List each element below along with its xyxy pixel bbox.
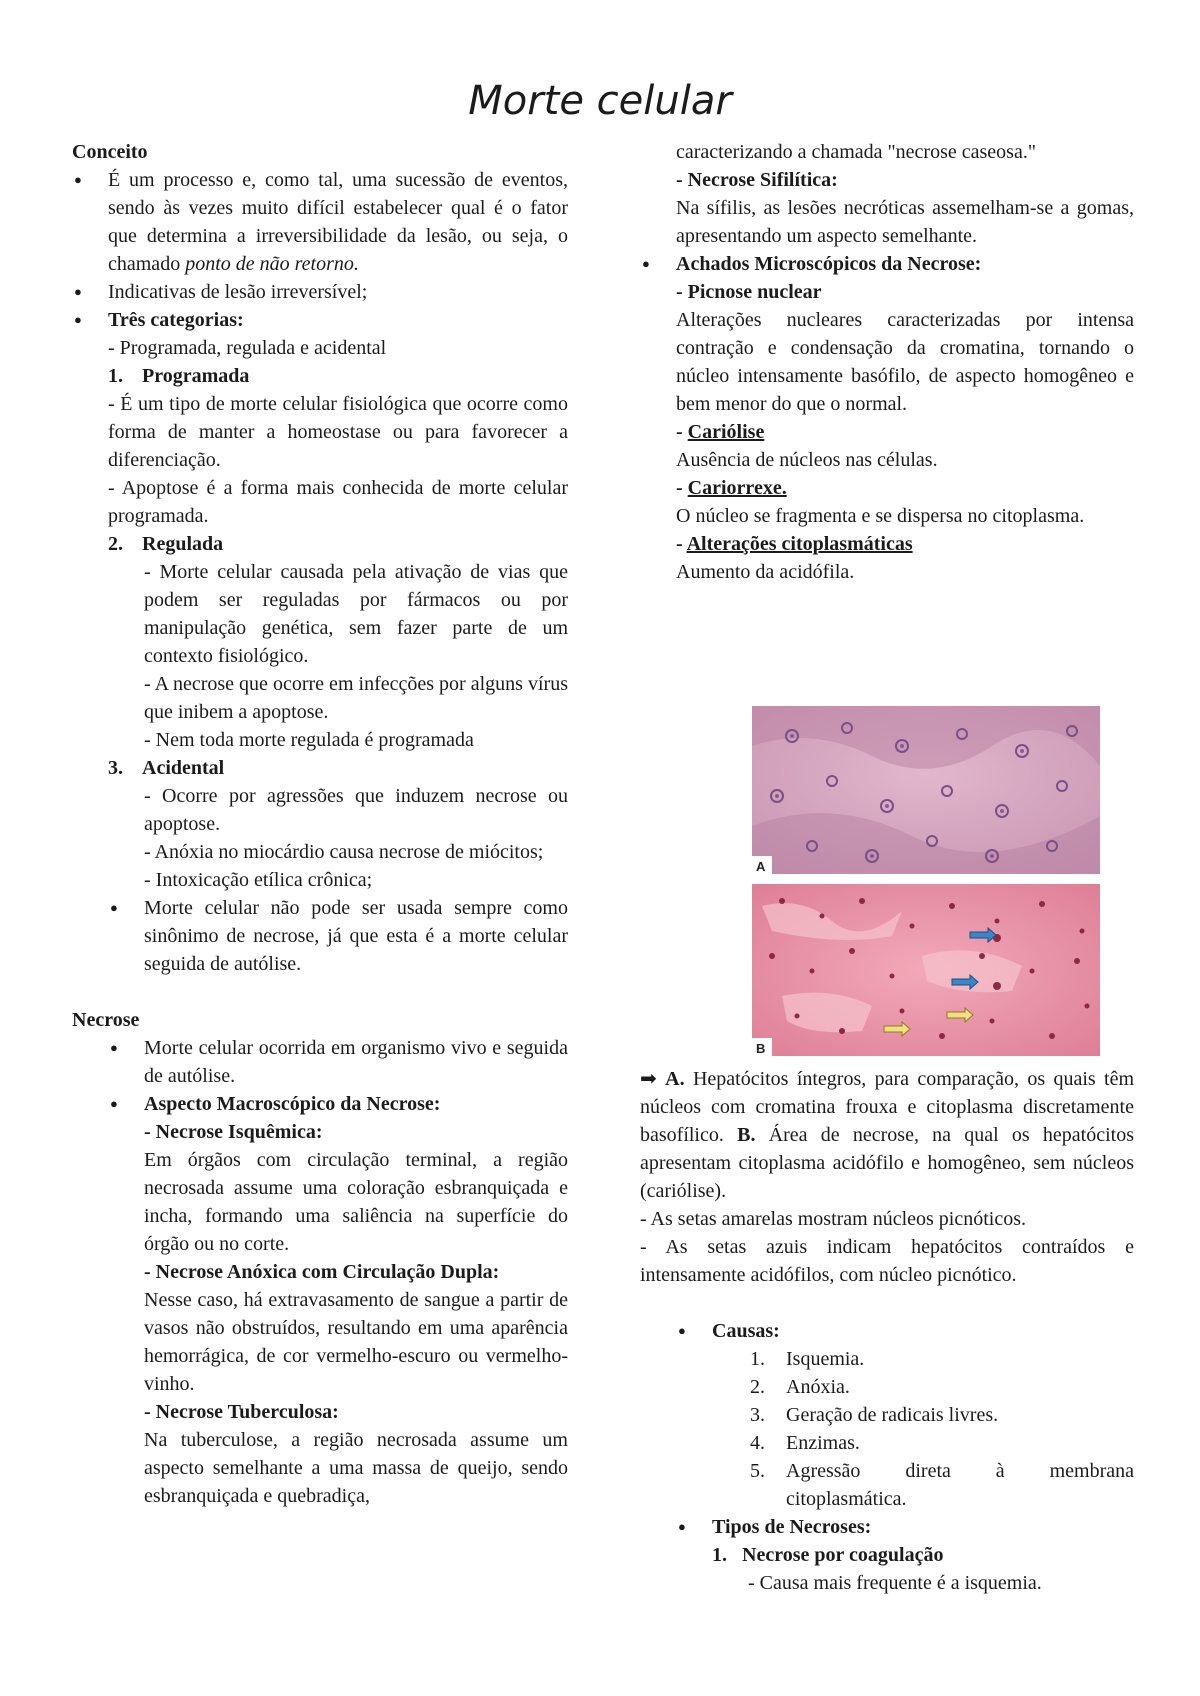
caption-b-label: B.: [737, 1124, 756, 1146]
tuberculosa-title: - Necrose Tuberculosa:: [144, 1401, 339, 1423]
micro-title: ● Achados Microscópicos da Necrose:: [640, 250, 1134, 278]
caption-yellow: - As setas amarelas mostram núcleos picnóticos.: [640, 1208, 1027, 1230]
acidental-title: Acidental: [142, 757, 225, 779]
cariolise-heading: [640, 418, 1134, 446]
tipos-title: ● Tipos de Necroses:: [676, 1513, 1134, 1541]
arrow-icon: ➡: [640, 1066, 657, 1090]
regulada-title: Regulada: [142, 533, 224, 555]
causa-text: Agressão direta à membrana citoplasmática.: [786, 1460, 1134, 1510]
panel-b: [752, 884, 1100, 1056]
caseosa-text: caracterizando a chamada "necrose caseosa.": [676, 141, 1036, 163]
programada-heading: [72, 362, 568, 390]
panel-a: [752, 706, 1100, 874]
histology-figure: [752, 706, 1100, 1056]
caption-b-text: Área de necrose, na qual os hepatócitos apresentam citoplasma acidófilo e homogêneo, sem núcleos (cariólise).: [640, 1124, 1135, 1202]
conceito-bullet-1: [72, 166, 568, 278]
regulada-text-1: - Morte celular causada pela ativação de vias que podem ser reguladas por fármacos ou por manipulação genética, sem fazer parte de um contexto fisiológico.: [144, 561, 568, 667]
regulada-text-2: - A necrose que ocorre em infecções por alguns vírus que inibem a apoptose.: [144, 673, 568, 723]
programada-text-1: - É um tipo de morte celular fisiológica que ocorre como forma de manter a homeostase ou para favorecer a diferenciação.: [108, 393, 568, 471]
regulada-text-3: - Nem toda morte regulada é programada: [144, 729, 474, 751]
cariolise-text: Ausência de núcleos nas células.: [676, 449, 938, 471]
macro-title: ● Aspecto Macroscópico da Necrose:: [108, 1090, 568, 1118]
coagulacao-text: - Causa mais frequente é a isquemia.: [748, 1572, 1042, 1594]
categorias-line: - Programada, regulada e acidental: [108, 337, 387, 359]
necrose-heading: Necrose: [72, 1009, 140, 1031]
citoplasma-prefix: -: [676, 533, 687, 555]
sifilitica-text: Na sífilis, as lesões necróticas assemelham-se a gomas, apresentando um aspecto semelhante.: [676, 197, 1134, 247]
list-item: [640, 1457, 1134, 1513]
picnose-title: - Picnose nuclear: [676, 281, 822, 303]
causa-number: 5.: [750, 1460, 765, 1482]
ponto-nao-retorno: ponto de não retorno.: [185, 253, 359, 275]
causa-number: 3.: [750, 1404, 765, 1426]
conceito-bullet-3: ● Três categorias:: [72, 306, 568, 334]
list-item: [640, 1373, 1134, 1401]
page-title: Morte celular: [468, 78, 732, 124]
caption-blue: - As setas azuis indicam hepatócitos contraídos e intensamente acidófilos, com núcleo picnótico.: [640, 1236, 1134, 1286]
acidental-number: 3.: [108, 757, 123, 779]
cariolise-title: Cariólise: [687, 421, 765, 443]
programada-title: Programada: [142, 365, 250, 387]
sifilitica-title: - Necrose Sifilítica:: [676, 169, 838, 191]
causa-text: Geração de radicais livres.: [786, 1404, 999, 1426]
cariorrexe-prefix: -: [676, 477, 688, 499]
conceito-heading: Conceito: [72, 141, 148, 163]
figure-caption: [640, 1064, 1134, 1205]
acidental-text-3: - Intoxicação etílica crônica;: [144, 869, 373, 891]
isquemica-title: - Necrose Isquêmica:: [144, 1121, 323, 1143]
panel-a-label: A: [756, 859, 766, 874]
list-item: [640, 1345, 1134, 1373]
causa-text: Isquemia.: [786, 1348, 865, 1370]
coagulacao-heading: [640, 1541, 1134, 1569]
causa-number: 4.: [750, 1432, 765, 1454]
cariorrexe-text: O núcleo se fragmenta e se dispersa no citoplasma.: [676, 505, 1085, 527]
citoplasma-heading: [640, 530, 1134, 558]
panel-b-label: B: [756, 1041, 766, 1056]
right-column: [640, 138, 1134, 586]
tuberculosa-text: Na tuberculose, a região necrosada assume um aspecto semelhante a uma massa de queijo, sendo esbranquiçada e quebradiça,: [144, 1429, 568, 1507]
citoplasma-title: Alterações citoplasmáticas: [686, 533, 913, 555]
regulada-number: 2.: [108, 533, 123, 555]
cariorrexe-heading: [640, 474, 1134, 502]
causa-text: Anóxia.: [786, 1376, 850, 1398]
causa-number: 2.: [750, 1376, 765, 1398]
coagulacao-title: Necrose por coagulação: [742, 1544, 944, 1566]
regulada-heading: [72, 530, 568, 558]
caption-a-label: A.: [665, 1068, 685, 1090]
citoplasma-text: Aumento da acidófila.: [676, 561, 855, 583]
final-bullet: ● Morte celular não pode ser usada sempre como sinônimo de necrose, já que esta é a morte celular seguida de autólise.: [108, 894, 568, 978]
cariorrexe-title: Cariorrexe.: [687, 477, 787, 499]
acidental-text-2: - Anóxia no miocárdio causa necrose de miócitos;: [144, 841, 544, 863]
cariolise-prefix: -: [676, 421, 688, 443]
right-lower-column: [640, 1064, 1134, 1597]
acidental-heading: [72, 754, 568, 782]
causa-text: Enzimas.: [786, 1432, 860, 1454]
acidental-text-1: - Ocorre por agressões que induzem necrose ou apoptose.: [144, 785, 568, 835]
left-column: [72, 138, 568, 1510]
necrose-bullet-1: ● Morte celular ocorrida em organismo vivo e seguida de autólise.: [108, 1034, 568, 1090]
causas-title: ● Causas:: [676, 1317, 1134, 1345]
list-item: [640, 1429, 1134, 1457]
conceito-bullet-2: ● Indicativas de lesão irreversível;: [72, 278, 568, 306]
caption-a-text: Hepatócitos íntegros, para comparação, os quais têm núcleos com cromatina frouxa e citoplasma discretamente basofílico.: [640, 1068, 1135, 1146]
causa-number: 1.: [750, 1348, 765, 1370]
programada-number: 1.: [108, 365, 123, 387]
isquemica-text: Em órgãos com circulação terminal, a região necrosada assume uma coloração esbranquiçada e incha, formando uma saliência na superfície do órgão ou no corte.: [144, 1149, 568, 1255]
programada-text-2: - Apoptose é a forma mais conhecida de morte celular programada.: [108, 477, 568, 527]
causas-list: [640, 1345, 1134, 1513]
conceito-text: É um processo e, como tal, uma sucessão de eventos, sendo às vezes muito difícil estabelecer qual é o fator que determina a irreversibilidade da lesão, ou seja, o chamado: [108, 169, 568, 275]
coagulacao-number: 1.: [712, 1544, 727, 1566]
anoxica-title: - Necrose Anóxica com Circulação Dupla:: [144, 1261, 500, 1283]
picnose-text: Alterações nucleares caracterizadas por intensa contração e condensação da cromatina, tornando o núcleo intensamente basófilo, de aspecto homogêneo e bem menor do que o normal.: [676, 309, 1134, 415]
list-item: [640, 1401, 1134, 1429]
anoxica-text: Nesse caso, há extravasamento de sangue a partir de vasos não obstruídos, resultando em uma aparência hemorrágica, de cor vermelho-escuro ou vermelho-vinho.: [144, 1289, 568, 1395]
